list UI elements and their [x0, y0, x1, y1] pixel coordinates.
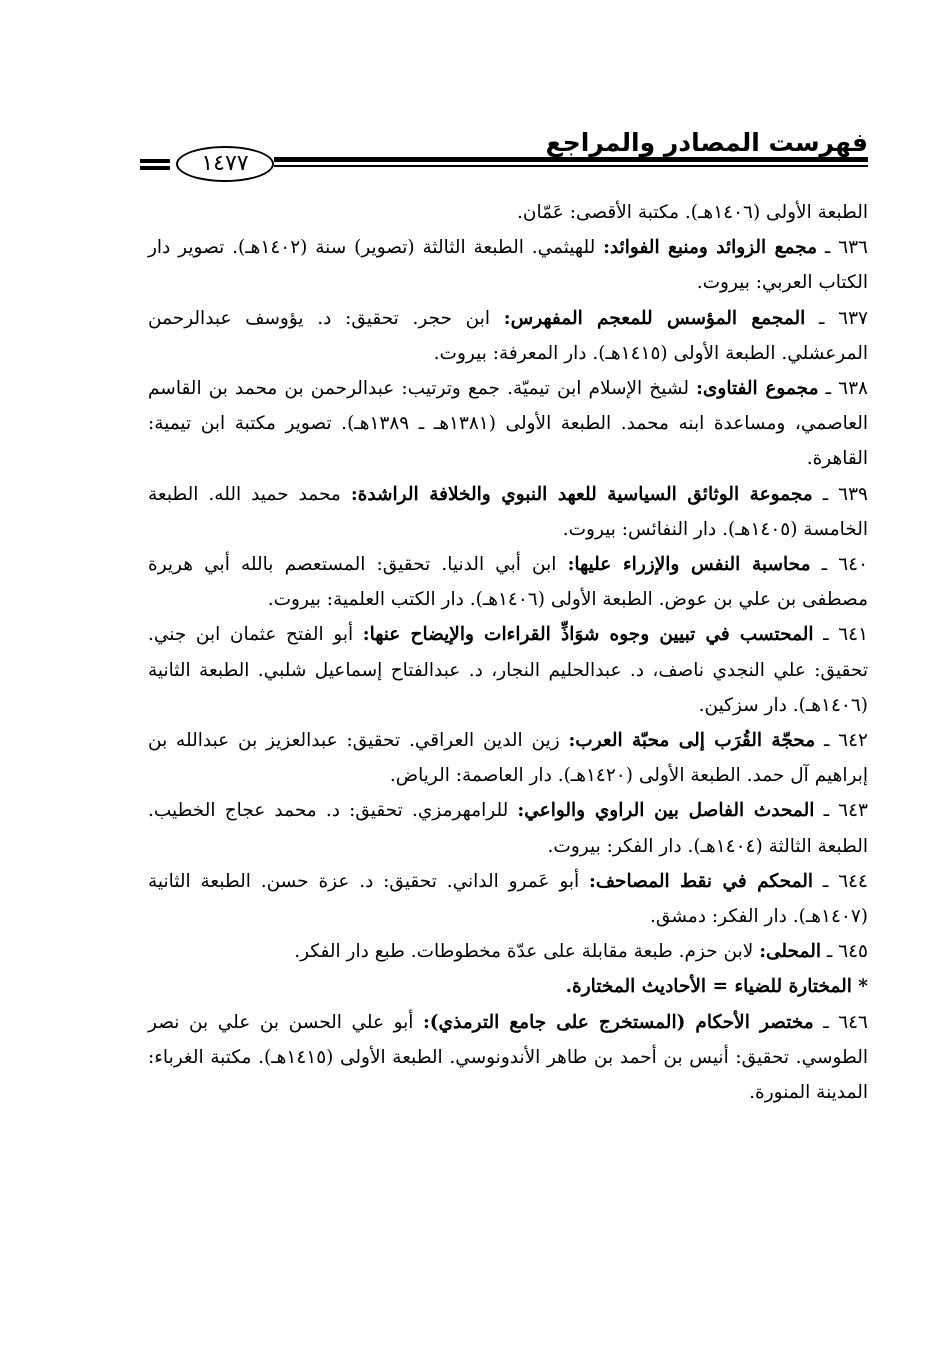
entry-number: ٦٣٧ ـ [819, 307, 868, 329]
bibliography-entry [148, 793, 868, 863]
entry-title: مختصر الأحكام (المستخرج على جامع الترمذي): [422, 1011, 814, 1033]
entry-number: ٦٤٢ ـ [823, 730, 868, 752]
bibliography-entry [148, 371, 868, 477]
entry-number: ٦٣٨ ـ [825, 378, 868, 400]
entry-title: محجّة القُرَب إلى محبّة العرب: [568, 730, 816, 752]
entry-text: زين الدين العراقي. تحقيق: عبدالعزيز بن عبدالله بن إبراهيم آل حمد. الطبعة الأولى (١٤٢٠هـ). دار العاصمة: الرياض. [148, 730, 868, 787]
bibliography-entry [148, 1005, 868, 1111]
entry-text: للرامهرمزي. تحقيق: د. محمد عجاج الخطيب. الطبعة الثالثة (١٤٠٤هـ). دار الفكر: بيروت. [148, 800, 868, 857]
entry-number: ٦٤٥ ـ [826, 941, 868, 963]
entry-text: الطبعة الأولى (١٤٠٦هـ). مكتبة الأقصى: عَمّان. [517, 202, 868, 223]
entry-number: ٦٤١ ـ [823, 624, 869, 646]
entry-text: لشيخ الإسلام ابن تيميّة. جمع وترتيب: عبدالرحمن بن محمد بن القاسم العاصمي، ومساعدة ابنه محمد. الطبعة الأولى (١٣٨١هـ ـ ١٣٨٩هـ). تصوير مكتبة ابن تيمية: القاهرة. [148, 378, 868, 470]
page-number: ١٤٧٧ [176, 146, 274, 182]
bibliography-entry [148, 301, 868, 371]
entry-title: محاسبة النفس والإزراء عليها: [567, 554, 811, 576]
entry-text: أبو الفتح عثمان ابن جني. تحقيق: علي النجدي ناصف، د. عبدالحليم النجار، د. عبدالفتاح إسماعيل شلبي. الطبعة الثانية (١٤٠٦هـ). دار سزكين. [148, 624, 868, 716]
entry-title: المجمع المؤسس للمعجم المفهرس: [503, 307, 806, 329]
header-rule [274, 157, 868, 167]
entry-number: ٦٣٩ ـ [822, 483, 868, 505]
header-left-bars [140, 159, 170, 173]
page-header [140, 125, 868, 185]
entry-title: المحتسب في تبيين وجوه شوَاذِّ القراءات والإيضاح عنها: [362, 624, 814, 646]
entry-text: أبو عَمرو الداني. تحقيق: د. عزة حسن. الطبعة الثانية (١٤٠٧هـ). دار الفكر: دمشق. [148, 870, 868, 928]
bibliography-entry [148, 230, 868, 300]
entry-number: ٦٤٠ ـ [821, 554, 869, 576]
entry-text: لابن حزم. طبعة مقابلة على عدّة مخطوطات. طبع دار الفكر. [294, 941, 760, 963]
entry-text: أبو علي الحسن بن علي بن نصر الطوسي. تحقيق: أنيس بن أحمد بن طاهر الأندونوسي. الطبعة الأولى (١٤١٥هـ). مكتبة الغرباء: المدينة المنورة. [148, 1011, 868, 1104]
entry-number: ٦٣٦ ـ [824, 237, 868, 259]
header-title: فهرست المصادر والمراجع [545, 128, 868, 157]
entry-text: للهيثمي. الطبعة الثالثة (تصوير) سنة (١٤٠٢هـ). تصوير دار الكتاب العربي: بيروت. [148, 237, 868, 294]
entry-title: المحكم في نقط المصاحف: [589, 870, 814, 892]
entry-title: مجمع الزوائد ومنبع الفوائد: [603, 237, 818, 259]
bibliography-entry [148, 934, 868, 969]
bibliography-entry [148, 195, 868, 230]
entry-title: المحدث الفاصل بين الراوي والواعي: [517, 800, 815, 822]
entry-title: مجموعة الوثائق السياسية للعهد النبوي والخلافة الراشدة: [350, 483, 813, 505]
bibliography-entry [148, 547, 868, 617]
bibliography-entry [148, 477, 868, 547]
bibliography-list [148, 195, 868, 1110]
bibliography-entry [148, 864, 868, 934]
entry-title: مجموع الفتاوى: [696, 378, 819, 400]
entry-text: ابن حجر. تحقيق: د. يؤوسف عبدالرحمن المرعشلي. الطبعة الأولى (١٤١٥هـ). دار المعرفة: بيروت. [148, 307, 868, 364]
entry-number: ٦٤٣ ـ [823, 800, 868, 822]
entry-text: ابن أبي الدنيا. تحقيق: المستعصم بالله أبي هريرة مصطفى بن علي بن عوض. الطبعة الأولى (١٤٠٦هـ). دار الكتب العلمية: بيروت. [148, 554, 868, 611]
entry-number: ٦٤٦ ـ [823, 1011, 868, 1033]
bibliography-entry [148, 723, 868, 793]
entry-number: ٦٤٤ ـ [822, 870, 868, 892]
cross-reference-note: * المختارة للضياء = الأحاديث المختارة. [565, 976, 868, 998]
bibliography-entry [148, 617, 868, 723]
entry-text: محمد حميد الله. الطبعة الخامسة (١٤٠٥هـ). دار النفائس: بيروت. [148, 483, 868, 540]
entry-title: المحلى: [759, 941, 821, 963]
